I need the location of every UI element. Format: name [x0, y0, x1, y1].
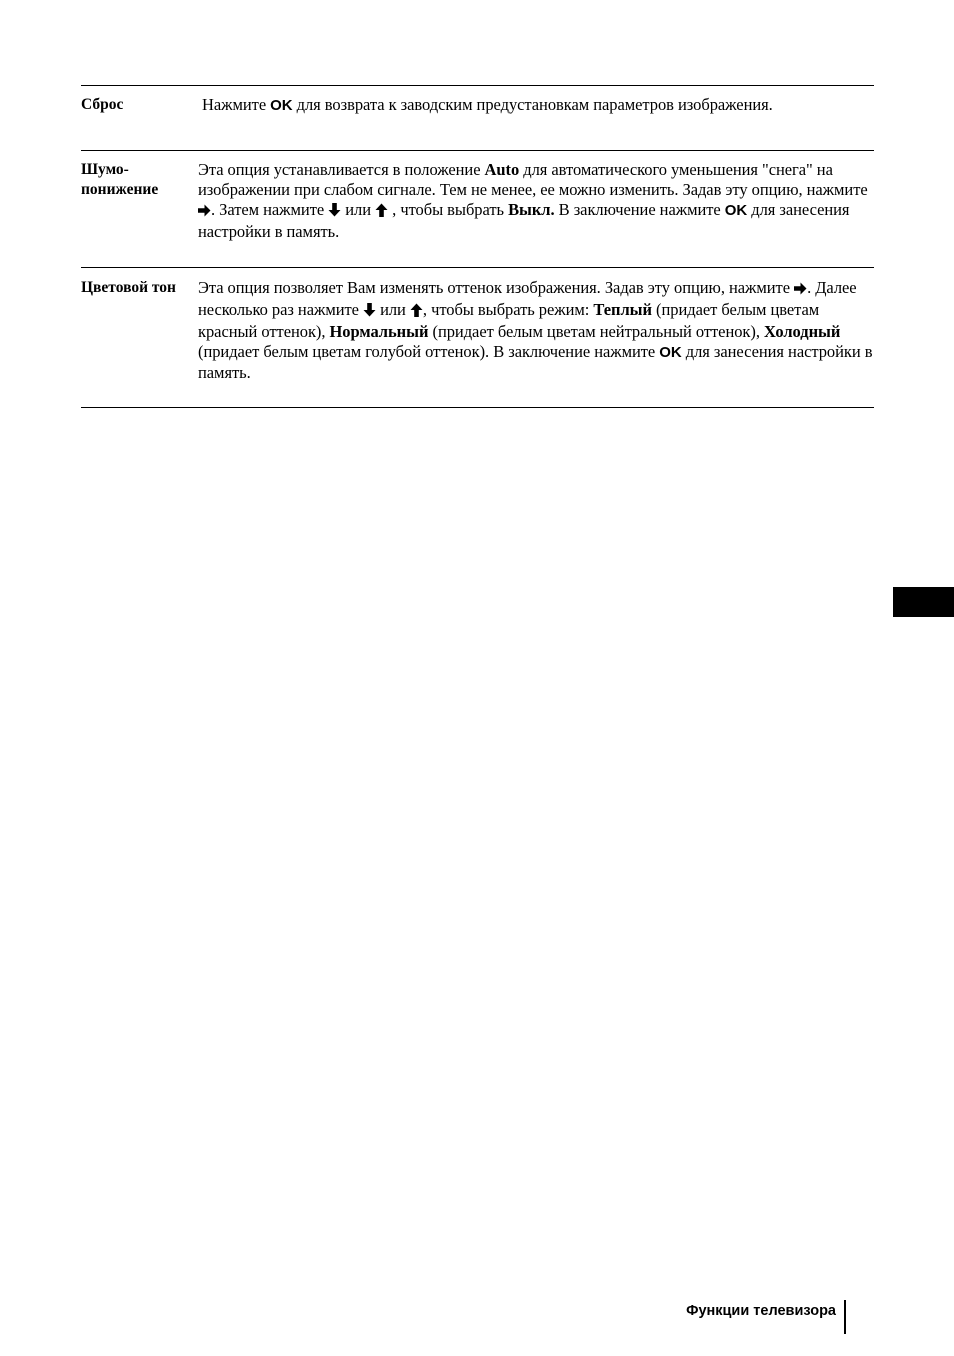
desc-text: для занесения настройки в память.	[198, 342, 873, 382]
desc-text: для возврата к заводским предустановкам параметров изображения.	[292, 95, 773, 114]
desc-text: Эта опция устанавливается в положение	[198, 160, 485, 179]
rule-1	[81, 150, 874, 151]
desc-text: , чтобы выбрать режим:	[422, 300, 594, 319]
desc-text: для занесения настройки в память.	[198, 200, 850, 241]
bottom-rule	[81, 407, 874, 408]
desc-text: Нажмите	[202, 95, 271, 114]
term-line: понижение	[81, 181, 159, 198]
desc-text: В заключение нажмите	[554, 200, 725, 219]
ok-key: OK	[659, 344, 682, 361]
ok-key: OK	[270, 97, 293, 114]
footer-section-label: Функции телевизора	[686, 1303, 836, 1319]
arrow-right-icon	[794, 280, 807, 300]
bold-text: Нормальный	[329, 322, 429, 341]
bold-text: Теплый	[593, 300, 652, 319]
desc-color-tone	[198, 278, 878, 383]
desc-text: (придает белым цветам нейтральный оттенок),	[428, 322, 764, 341]
top-rule	[81, 85, 874, 86]
bold-text: Выкл.	[508, 200, 555, 219]
bold-text: Холодный	[764, 322, 841, 341]
desc-noise-reduction	[198, 160, 878, 242]
arrow-up-icon	[410, 302, 423, 322]
desc-text: (придает белым цветам красный оттенок),	[198, 300, 820, 341]
arrow-up-icon	[375, 202, 388, 222]
term-color-tone: Цветовой тон	[81, 279, 176, 296]
ok-key: OK	[724, 202, 748, 219]
footer-bar	[844, 1300, 846, 1334]
desc-text: или	[376, 300, 410, 319]
bold-text: Auto	[484, 160, 520, 179]
term-reset: Сброс	[81, 96, 124, 113]
desc-text: . Далее несколько раз нажмите	[198, 278, 857, 319]
arrow-down-icon	[328, 202, 341, 222]
desc-text: , чтобы выбрать	[388, 200, 509, 219]
arrow-down-icon	[363, 302, 376, 322]
desc-text: Эта опция позволяет Вам изменять оттенок изображения. Задав эту опцию, нажмите	[198, 278, 795, 297]
arrow-right-icon	[198, 202, 211, 222]
desc-reset	[202, 95, 882, 116]
term-line: Шумо-	[81, 161, 129, 178]
desc-text: для автоматического уменьшения "снега" на изображении при слабом сигнале. Тем не менее, ее можно изменить. Задав эту опцию, нажмите	[198, 160, 868, 199]
desc-text: или	[341, 200, 376, 219]
term-noise-reduction	[81, 160, 199, 200]
section-tab-marker	[893, 587, 954, 617]
desc-text: (придает белым цветам голубой оттенок). В заключение нажмите	[198, 342, 660, 361]
rule-2	[81, 267, 874, 268]
desc-text: . Затем нажмите	[211, 200, 329, 219]
